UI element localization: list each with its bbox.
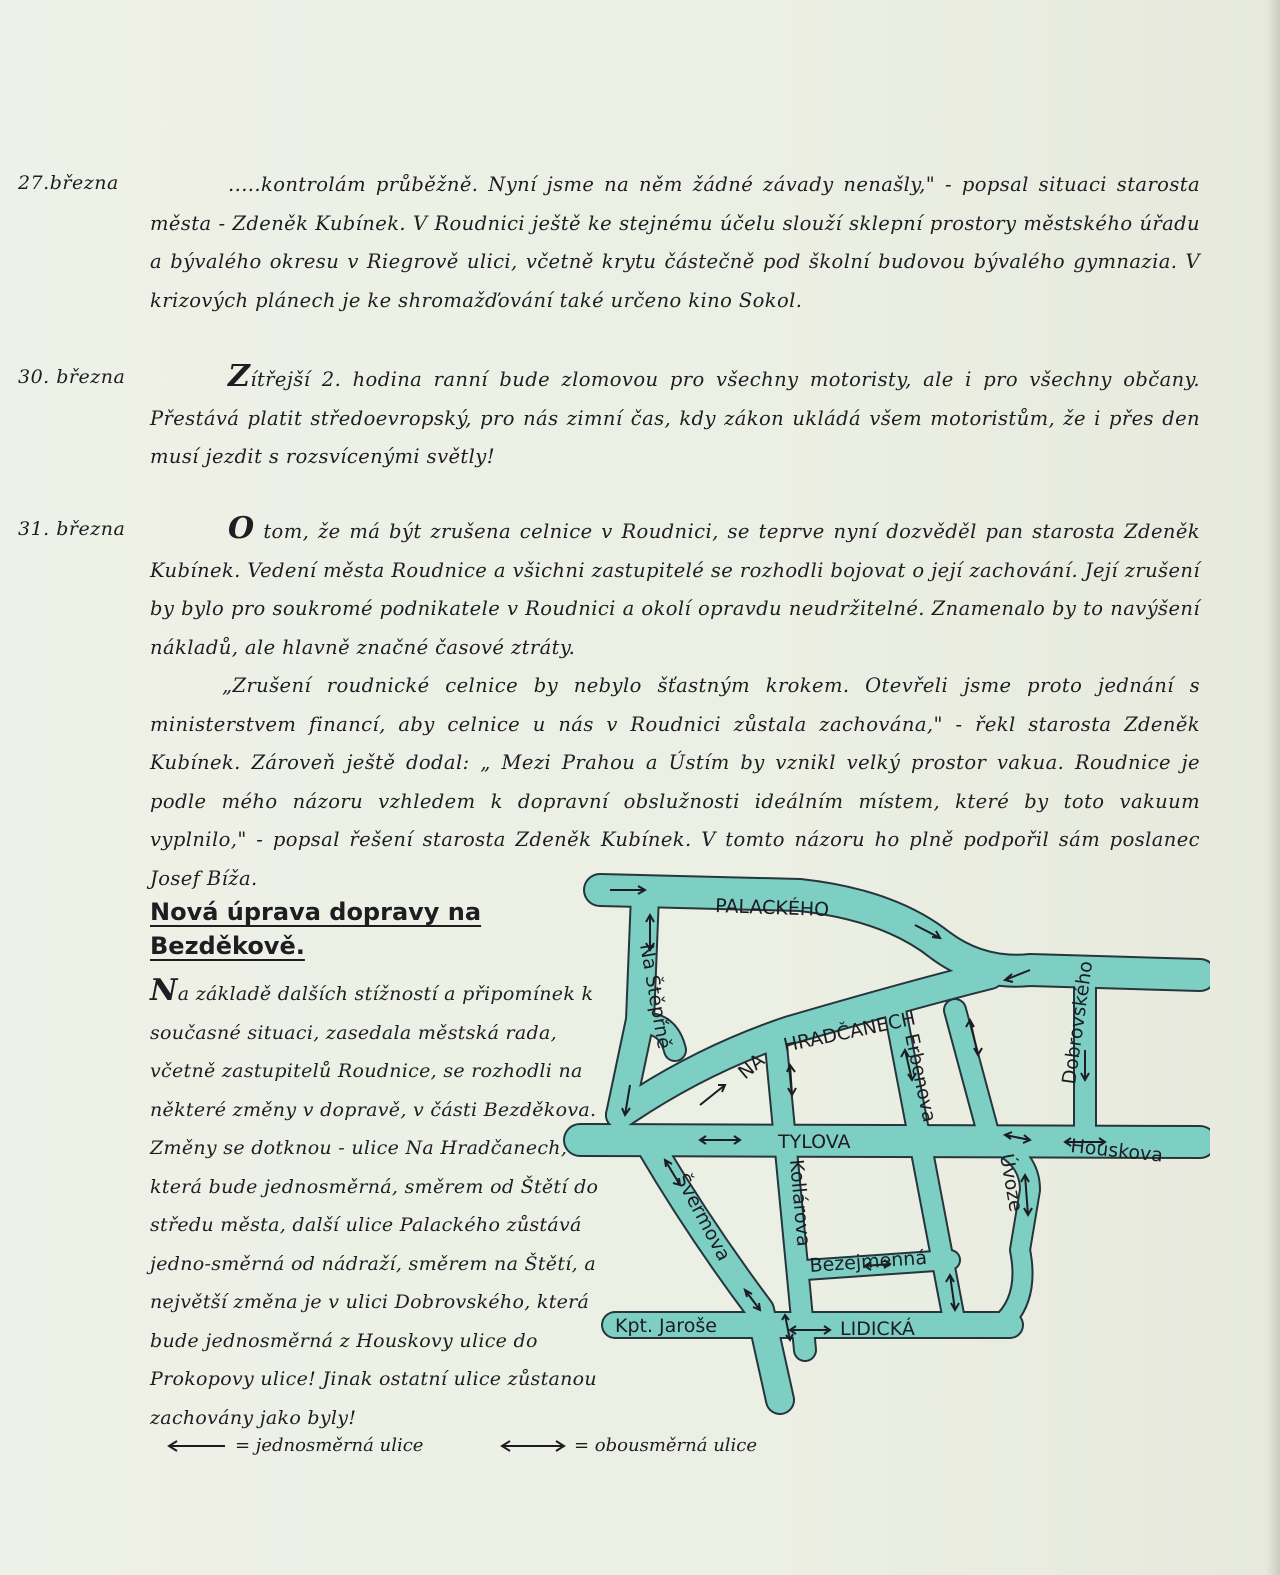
street-label-uvoze: Úvoze xyxy=(995,1152,1027,1214)
street-label-na-steprne: Na Štěpřně xyxy=(635,942,676,1051)
street-label-hradcanech: HRADČANECH xyxy=(781,1007,918,1057)
entry-paragraph: .....kontrolám průběžně. Nyní jsme na něm žádné závady nenašly," - popsal situaci starosta města - Zdeněk Kubínek. V Roudnici ještě ke stejnému účelu slouží sklepní prostory městského úřadu a bývalého okresu v Riegrově ulici, včetně krytu částečně pod školní budovou bývalého gymnazia. V krizových plánech je ke shromažďování také určeno kino Sokol. xyxy=(150,173,1200,312)
entry-text xyxy=(150,510,1200,898)
drop-cap: O xyxy=(228,511,255,546)
street-label-houskova: Houskova xyxy=(1069,1135,1164,1167)
entry-text xyxy=(150,166,1200,320)
arrow-icon xyxy=(700,1085,725,1105)
street-label-lidicka: LIDICKÁ xyxy=(840,1318,915,1340)
entry-paragraph: tom, že má být zrušena celnice v Roudnici, se teprve nyní dozvěděl pan starosta Zdeněk Kubínek. Vedení města Roudnice a všichni zastupitelé se rozhodli bojovat o její zachování. Její zrušení by bylo pro soukromé podnikatele v Roudnici a okolí opravdu neudržitelné. Znamenalo by to navýšení nákladů, ale hlavně značné časové ztráty. xyxy=(150,520,1200,659)
entry-paragraph: ítřejší 2. hodina ranní bude zlomovou pro všechny motoristy, ale i pro všechny občany. Přestává platit středoevropský, pro nás zimní čas, kdy zákon ukládá všem motoristům, že i přes den musí jezdit s rozsvícenými světly! xyxy=(150,368,1200,468)
street-label-bezejmenna: Bezejmenná xyxy=(808,1246,928,1277)
entry-quote: „Zrušení roudnické celnice by nebylo šťastným krokem. Otevřeli jsme proto jednání s ministerstvem financí, aby celnice u nás v Roudnici zůstala zachována," - řekl starosta Zdeněk Kubínek. Zároveň ještě dodal: „ Mezi Prahou a Ústím by vznikl velký prostor vakua. Roudnice je podle mého názoru vzhledem k dopravní obslužnosti ideálním místem, které by toto vakuum vyplnilo," - popsal řešení starosta Zdeněk Kubínek. V tomto názoru ho plně podpořil sám poslanec Josef Bíža. xyxy=(150,674,1200,890)
legend-twoway xyxy=(498,1435,757,1456)
street-label-tylova: TYLOVA xyxy=(778,1131,851,1153)
street-label-kollarova: Kollárova xyxy=(785,1158,815,1248)
legend-oneway xyxy=(165,1435,423,1456)
street-label-svermova: Švermova xyxy=(670,1170,735,1265)
street-label-kpt-jarose: Kpt. Jaroše xyxy=(615,1315,717,1337)
section-paragraph: a základě dalších stížností a připomínek k současné situaci, zasedala městská rada, včetně zastupitelů Roudnice, se rozhodli na některé změny v dopravě, v části Bezděkova. Změny se dotknou - ulice Na Hradčanech, která bude jednosměrná, směrem od Štětí do středu města, další ulice Palackého zůstává jedno-směrná od nádraží, směrem na Štětí, a největší změna je v ulici Dobrovského, která bude jednosměrná z Houskovy ulice do Prokopovy ulice! Jinak ostatní ulice zůstanou zachovány jako byly! xyxy=(150,983,599,1429)
drop-cap: N xyxy=(150,973,178,1008)
street-label-palackeho: PALACKÉHO xyxy=(714,895,830,921)
twoway-arrow-icon xyxy=(498,1439,568,1453)
street-map xyxy=(560,870,1210,1430)
entry-date: 30. března xyxy=(18,366,126,388)
binding-shadow xyxy=(1266,0,1280,1575)
street-label-dobrovskeho: Dobrovského xyxy=(1058,959,1098,1086)
section-body xyxy=(150,972,620,1437)
drop-cap: Z xyxy=(228,359,251,394)
entry-date: 27.března xyxy=(18,172,119,194)
street-label-erbenova: Erbenova xyxy=(900,1031,941,1125)
entry-date: 31. března xyxy=(18,518,126,540)
entry-text xyxy=(150,358,1200,477)
legend-oneway-label: = jednosměrná ulice xyxy=(235,1435,424,1456)
legend-twoway-label: = obousměrná ulice xyxy=(574,1435,758,1456)
section-title: Nová úprava dopravy na Bezděkově. xyxy=(150,898,482,960)
oneway-arrow-icon xyxy=(165,1439,229,1453)
street-label-na: NA xyxy=(734,1049,770,1084)
